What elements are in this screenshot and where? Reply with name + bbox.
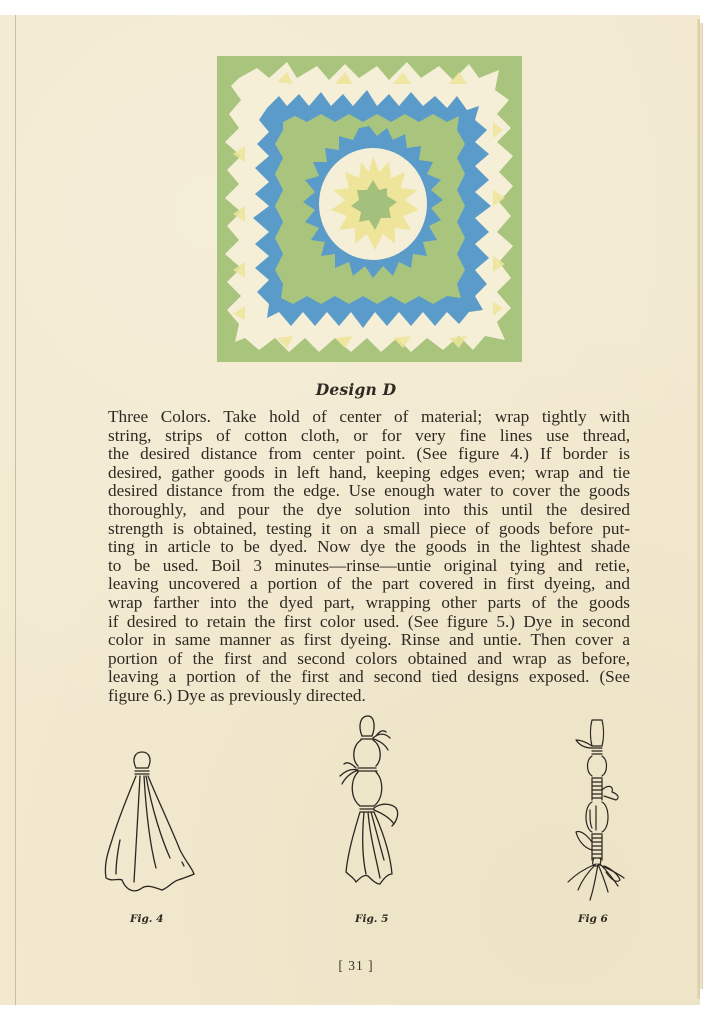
tied-cloth-drawing [336, 712, 406, 892]
book-page [0, 15, 700, 1005]
figure-4-caption: Fig. 4 [130, 913, 164, 925]
page-number: [ 31 ] [338, 958, 374, 973]
text-line: thoroughly, and pour the dye solution into this until the desired [108, 499, 630, 519]
figure-5 [336, 712, 406, 892]
body-paragraph [108, 408, 630, 706]
gutter-line [15, 15, 16, 1005]
text-line: leaving a portion of the first and second tied designs exposed. (See [108, 667, 630, 687]
text-line: desired, gather goods in left hand, keeping edges even; wrap and tie [108, 462, 630, 482]
tie-dye-illustration [217, 56, 522, 362]
text-line: leaving uncovered a portion of the part covered in first dyeing, and [108, 574, 630, 594]
page-edge-stack [700, 23, 703, 989]
figure-4 [104, 750, 196, 900]
figure-6-caption: Fig 6 [578, 913, 608, 925]
design-d-plate [217, 56, 522, 362]
text-line: portion of the first and second colors obtained and wrap as before, [108, 648, 630, 668]
text-line: ting in article to be dyed. Now dye the goods in the lightest shade [108, 537, 630, 557]
design-title: Design D [315, 380, 397, 399]
text-line: wrap farther into the dyed part, wrapping other parts of the goods [108, 592, 630, 612]
wrapped-cloth-drawing [562, 718, 632, 908]
text-line: desired distance from the edge. Use enough water to cover the goods [108, 481, 630, 501]
figure-6 [562, 718, 632, 908]
text-line: Three Colors. Take hold of center of material; wrap tightly with [108, 407, 630, 426]
text-line: string, strips of cotton cloth, or for very fine lines use thread, [108, 425, 630, 445]
tied-cloth-drawing [104, 750, 196, 900]
text-line: figure 6.) Dye as previously directed. [108, 685, 366, 705]
text-line: color in same manner as first dyeing. Rinse and untie. Then cover a [108, 630, 630, 650]
text-line: the desired distance from center point. (See figure 4.) If border is [108, 444, 630, 464]
text-line: strength is obtained, testing it on a small piece of goods before put- [108, 518, 630, 538]
text-line: to be used. Boil 3 minutes—rinse—untie original tying and retie, [108, 555, 630, 575]
figure-5-caption: Fig. 5 [355, 913, 389, 925]
text-line: if desired to retain the first color used. (See figure 5.) Dye in second [108, 611, 630, 631]
